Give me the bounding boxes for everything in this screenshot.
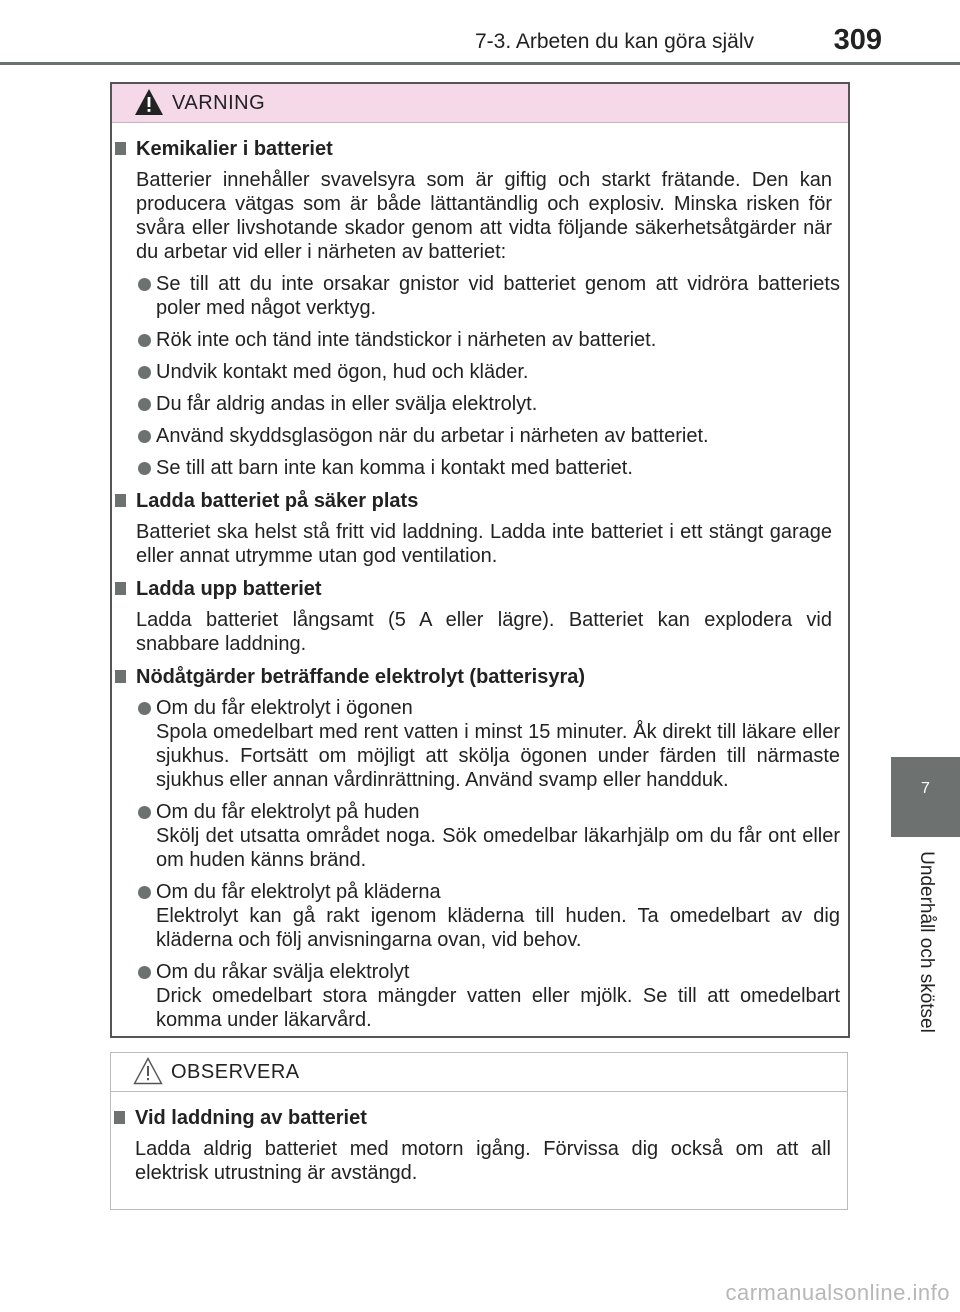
list-item: Se till att barn inte kan komma i kontakt med batteriet. xyxy=(112,456,848,480)
round-bullet-icon xyxy=(138,430,151,443)
notice-content xyxy=(111,1105,847,1193)
section-heading: Vid laddning av batteriet xyxy=(111,1105,847,1131)
notice-label: OBSERVERA xyxy=(171,1061,300,1083)
chapter-tab-number: 7 xyxy=(891,757,960,837)
section-heading: Ladda batteriet på säker plats xyxy=(112,488,848,514)
notice-header xyxy=(111,1053,847,1092)
list-item: Undvik kontakt med ögon, hud och kläder. xyxy=(112,360,848,384)
notice-box xyxy=(110,1052,848,1210)
warning-content xyxy=(112,136,848,1040)
section-text: Batterier innehåller svavelsyra som är giftig och starkt frätande. Den kan producera vätgas som är både lättantändlig och explosiv. Minska risken för svåra eller livshotande skador genom att vidta följande säkerhetsåtgärder när du arbetar vid eller i närheten av batteriet: xyxy=(136,169,832,263)
chapter-tab-label xyxy=(891,837,960,1047)
list-item: Se till att du inte orsakar gnistor vid batteriet genom att vidröra batteriets poler med något verktyg. xyxy=(112,272,848,320)
round-bullet-icon xyxy=(138,462,151,475)
round-bullet-icon xyxy=(138,886,151,899)
round-bullet-icon xyxy=(138,702,151,715)
warning-header xyxy=(112,84,848,123)
section-heading: Kemikalier i batteriet xyxy=(112,136,848,162)
round-bullet-icon xyxy=(138,334,151,347)
square-bullet-icon xyxy=(115,142,126,155)
list-item: Om du får elektrolyt på huden Skölj det utsatta området noga. Sök omedelbar läkarhjälp om du får ont eller om huden känns bränd. xyxy=(112,800,848,872)
warning-label: VARNING xyxy=(172,92,266,114)
chapter-tab-label-text: Underhåll och skötsel xyxy=(915,851,937,1033)
round-bullet-icon xyxy=(138,278,151,291)
watermark: carmanualsonline.info xyxy=(725,1280,950,1305)
section-title: 7-3. Arbeten du kan göra själv xyxy=(474,30,754,53)
section-text: Ladda aldrig batteriet med motorn igång. Förvissa dig också om att all elektrisk utrustning är avstängd. xyxy=(135,1138,831,1184)
header-rule xyxy=(0,62,960,65)
caution-triangle-icon xyxy=(133,1057,163,1085)
round-bullet-icon xyxy=(138,398,151,411)
round-bullet-icon xyxy=(138,966,151,979)
list-item: Om du får elektrolyt på kläderna Elektrolyt kan gå rakt igenom kläderna till huden. Ta omedelbart av dig kläderna och följ anvisningarna ovan, vid behov. xyxy=(112,880,848,952)
square-bullet-icon xyxy=(115,582,126,595)
page-header xyxy=(0,0,960,66)
list-item: Du får aldrig andas in eller svälja elektrolyt. xyxy=(112,392,848,416)
page-number: 309 xyxy=(833,24,882,56)
square-bullet-icon xyxy=(115,494,126,507)
section-text: Batteriet ska helst stå fritt vid laddning. Ladda inte batteriet i ett stängt garage eller annat utrymme utan god ventilation. xyxy=(136,521,832,567)
round-bullet-icon xyxy=(138,806,151,819)
list-item: Om du får elektrolyt i ögonen Spola omedelbart med rent vatten i minst 15 minuter. Åk direkt till läkare eller sjukhus. Fortsätt om möjligt att skölja ögonen under färden till närmaste sjukhus eller annan vårdinrättning. Använd svamp eller handduk. xyxy=(112,696,848,792)
list-item: Använd skyddsglasögon när du arbetar i närheten av batteriet. xyxy=(112,424,848,448)
warning-box xyxy=(110,82,850,1038)
square-bullet-icon xyxy=(114,1111,125,1124)
list-item: Rök inte och tänd inte tändstickor i närheten av batteriet. xyxy=(112,328,848,352)
section-heading: Ladda upp batteriet xyxy=(112,576,848,602)
section-heading: Nödåtgärder beträffande elektrolyt (batterisyra) xyxy=(112,664,848,690)
square-bullet-icon xyxy=(115,670,126,683)
round-bullet-icon xyxy=(138,366,151,379)
list-item: Om du råkar svälja elektrolyt Drick omedelbart stora mängder vatten eller mjölk. Se till att omedelbart komma under läkarvård. xyxy=(112,960,848,1032)
section-text: Ladda batteriet långsamt (5 A eller lägre). Batteriet kan explodera vid snabbare laddning. xyxy=(136,609,832,655)
warning-triangle-icon xyxy=(134,88,164,116)
